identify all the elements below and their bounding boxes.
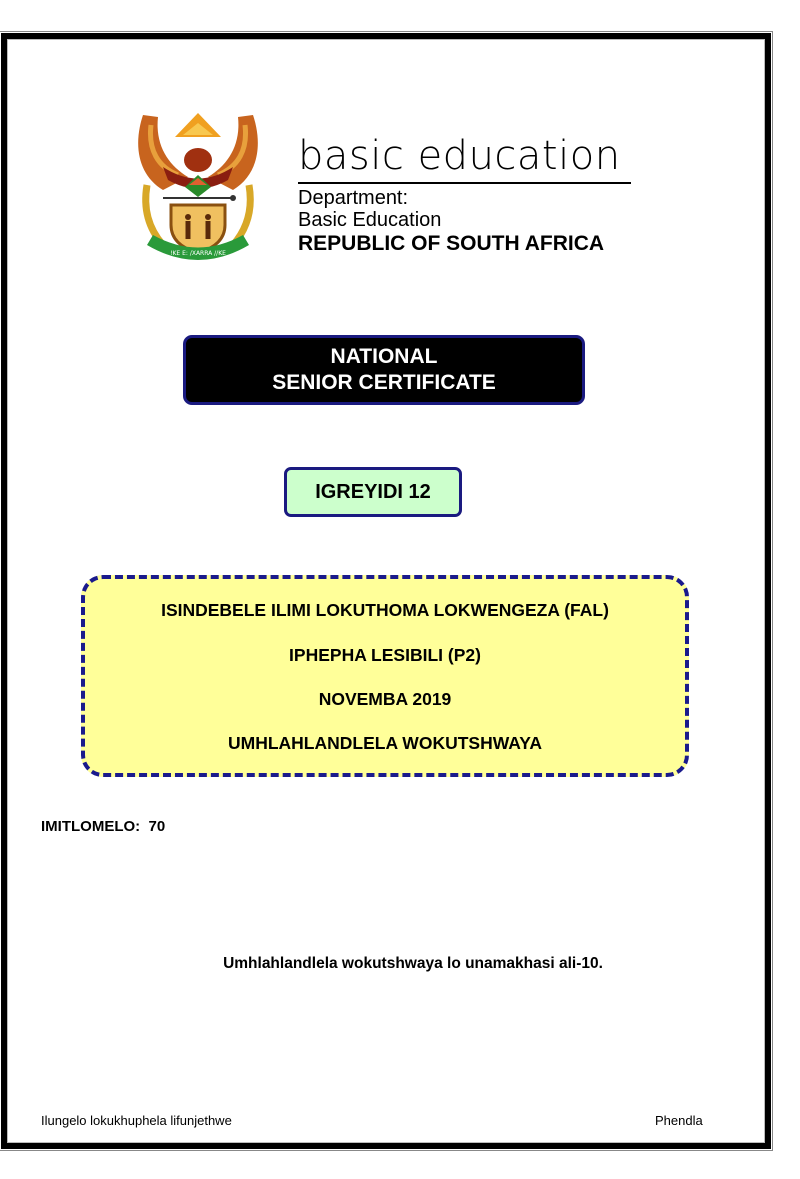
document-type: UMHLAHLANDLELA WOKUTSHWAYA: [227, 733, 543, 753]
department-name: Basic Education: [298, 209, 442, 231]
certificate-banner: [183, 335, 585, 405]
certificate-line-1: NATIONAL: [330, 345, 438, 368]
department-branding: [298, 132, 631, 256]
paper-number: IPHEPHA LESIBILI (P2): [289, 645, 481, 665]
exam-session: NOVEMBA 2019: [318, 689, 452, 709]
certificate-line-2: SENIOR CERTIFICATE: [272, 371, 496, 394]
brand-title: basic education: [298, 133, 621, 179]
page-count-note: Umhlahlandlela wokutshwaya lo unamakhasi ali-10.: [223, 955, 603, 972]
copyright-notice: Ilungelo lokukhuphela lifunjethwe: [41, 1113, 232, 1128]
svg-text:!KE E: /XARRA //KE: !KE E: /XARRA //KE: [170, 250, 226, 257]
country-name: REPUBLIC OF SOUTH AFRICA: [298, 232, 605, 255]
subject-info-box: [81, 575, 689, 777]
subject-title: ISINDEBELE ILIMI LOKUTHOMA LOKWENGEZA (FAL): [161, 600, 609, 620]
department-label: Department:: [298, 187, 409, 209]
coat-of-arms-icon: [133, 105, 263, 263]
total-marks: IMITLOMELO: 70: [41, 818, 166, 835]
brand-divider: [298, 182, 631, 184]
turn-over-label: Phendla: [655, 1113, 703, 1128]
grade-badge: IGREYIDI 12: [284, 467, 462, 517]
